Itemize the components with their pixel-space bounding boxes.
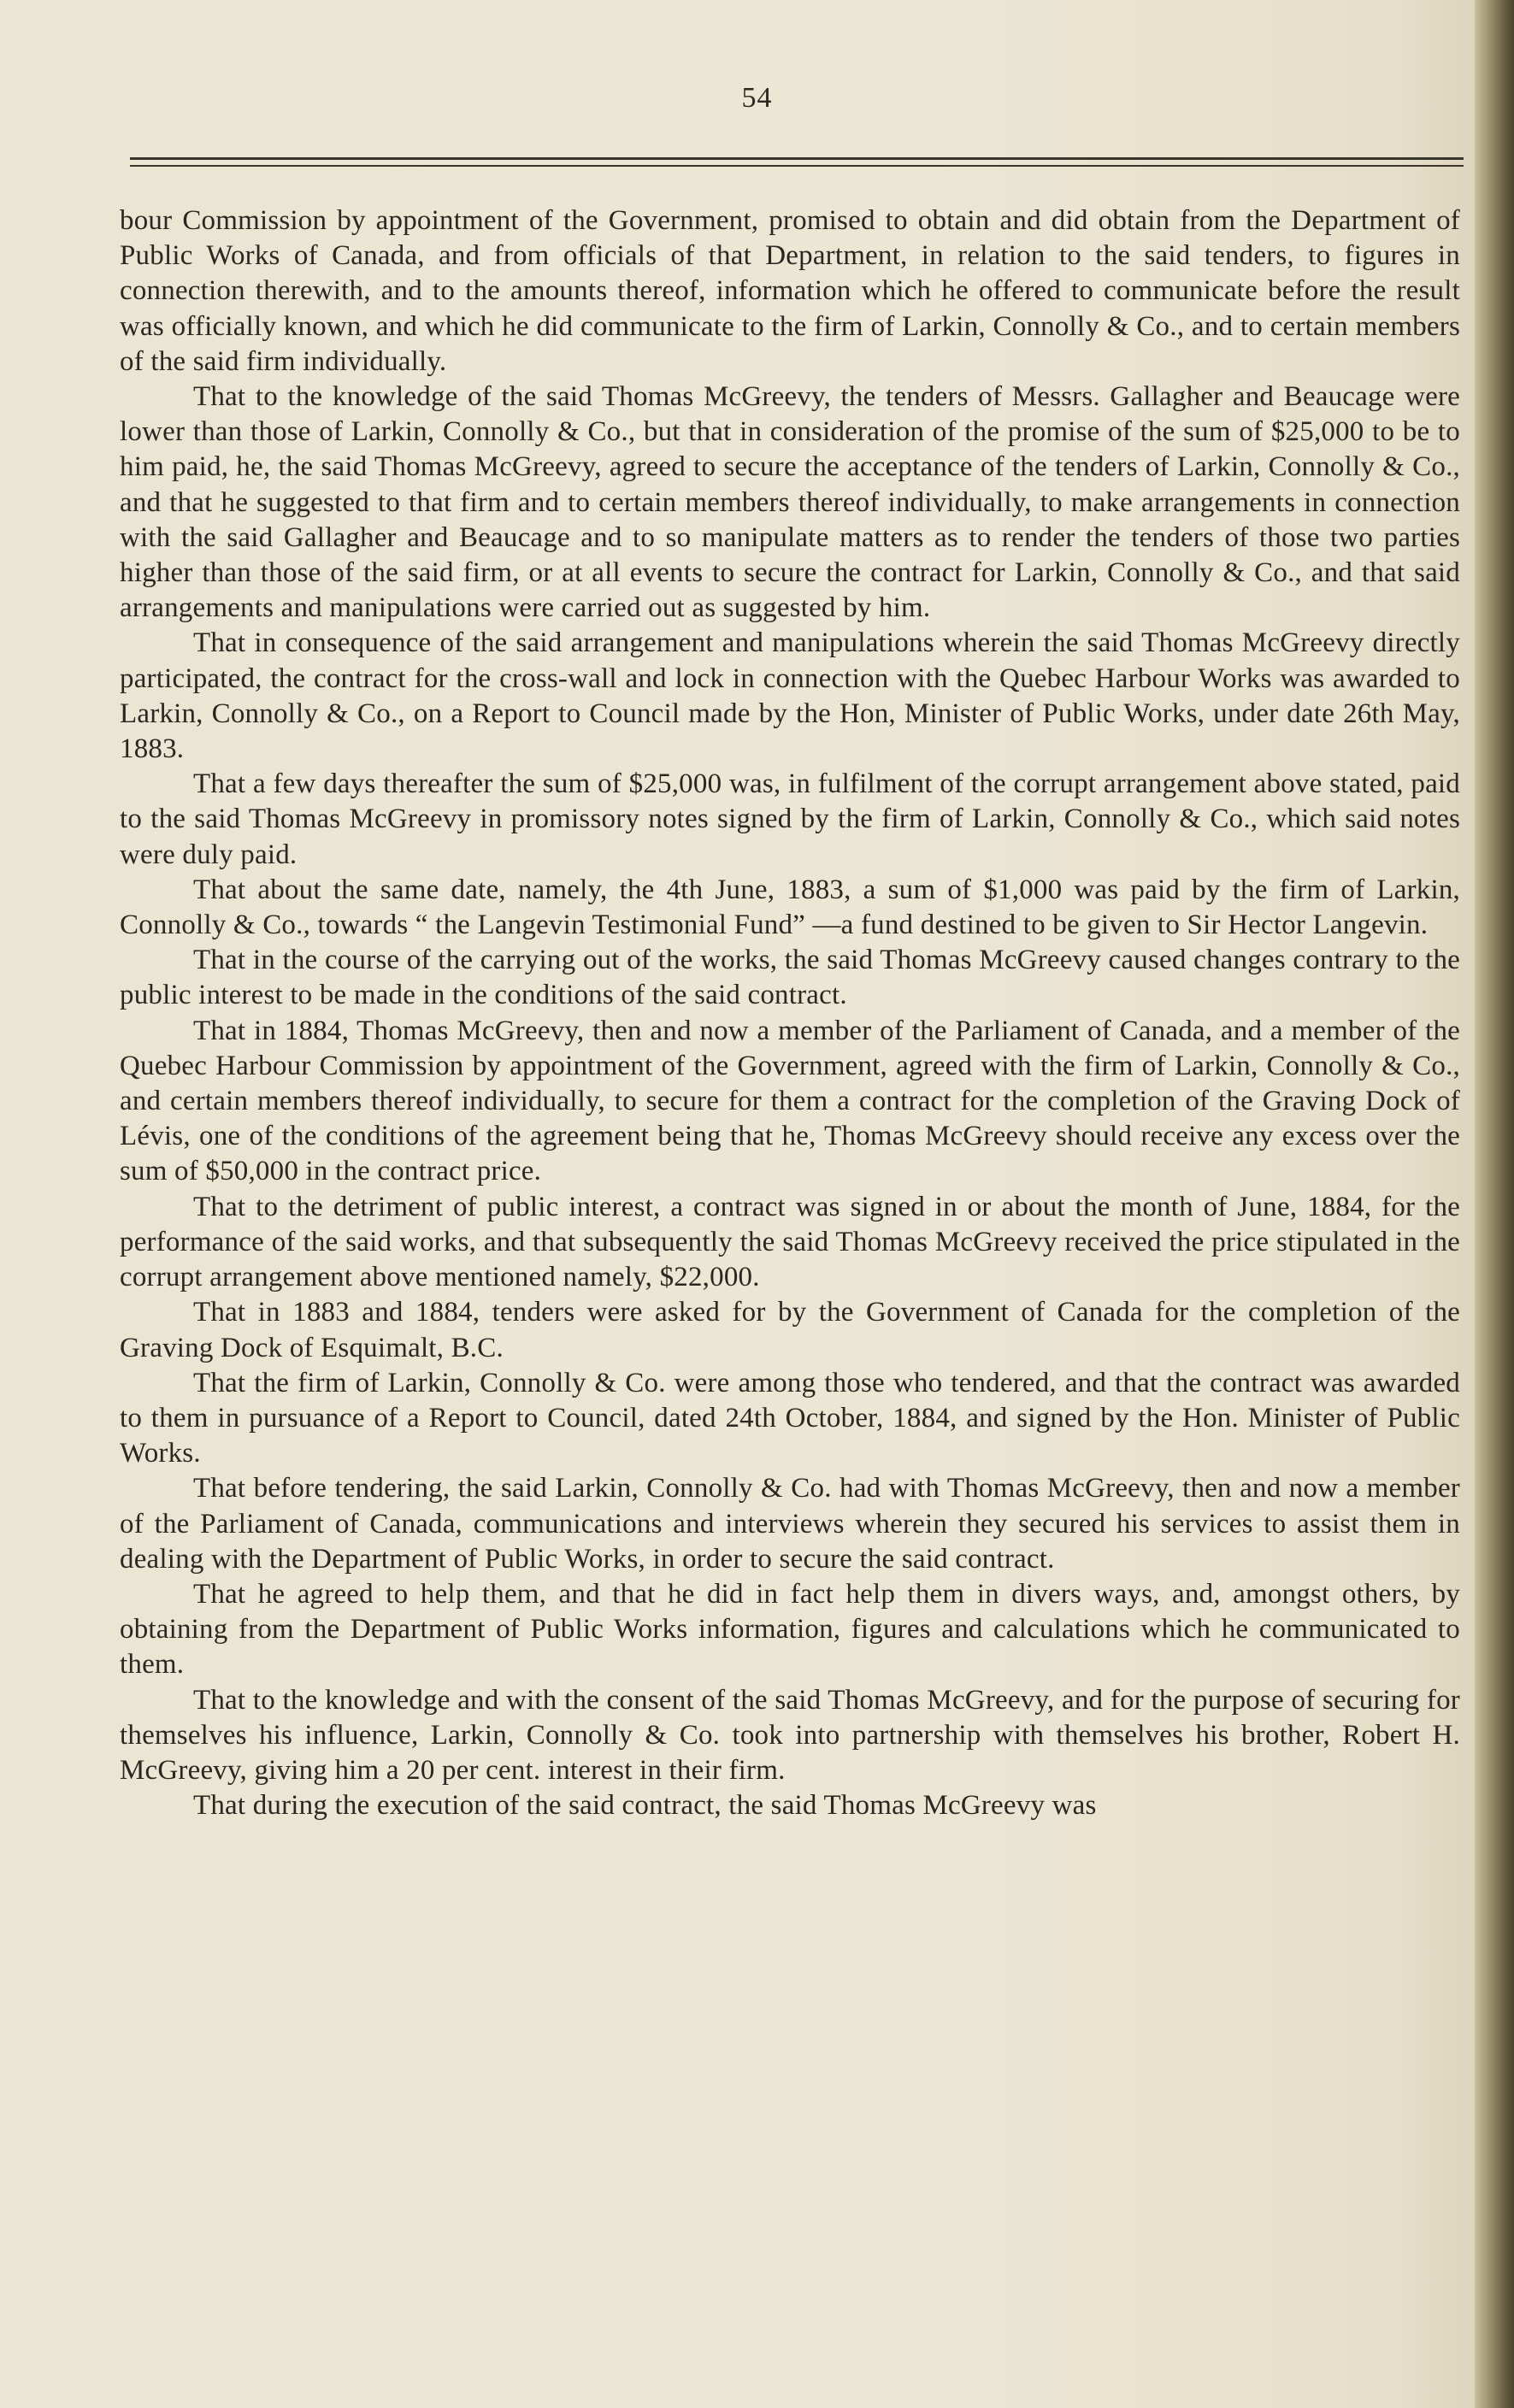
paragraph: That a few days thereafter the sum of $25,000 was, in fulfilment of the corrupt arrangement above stated, paid to the said Thomas McGreevy in promissory notes signed by the firm of Larkin, Connolly & Co., which said notes were duly paid. xyxy=(120,768,1460,870)
page-number: 54 xyxy=(741,82,773,114)
paragraph: That to the knowledge of the said Thomas McGreevy, the tenders of Messrs. Gallagher and Beaucage were lower than those of Larkin, Connolly & Co., but that in consideration of the promise of the sum of $25,000 to be to him paid, he, the said Thomas McGreevy, agreed to secure the acceptance of the tenders of Larkin, Connolly & Co., and that he suggested to that firm and to certain members thereof individually, to make arrangements in connection with the said Gallagher and Beaucage and to so manipulate matters as to render the tenders of those two parties higher than those of the said firm, or at all events to secure the contract for Larkin, Connolly & Co., and that said arrangements and manipulations were carried out as suggested by him. xyxy=(120,381,1460,624)
body-text xyxy=(120,203,1460,1823)
paragraph: That to the knowledge and with the consent of the said Thomas McGreevy, and for the purpose of securing for themselves his influence, Larkin, Connolly & Co. took into partnership with themselves his brother, Robert H. McGreevy, giving him a 20 per cent. interest in their firm. xyxy=(120,1684,1460,1786)
paragraph: That to the detriment of public interest, a contract was signed in or about the month of June, 1884, for the performance of the said works, and that subsequently the said Thomas McGreevy received the price stipulated in the corrupt arrangement above mentioned namely, $22,000. xyxy=(120,1191,1460,1293)
paragraph-continued: bour Commission by appointment of the Government, promised to obtain and did obtain from the Department of Public Works of Canada, and from officials of that Department, in relation to the said tenders, to figures in connection therewith, and to the amounts thereof, information which he offered to communicate before the result was officially known, and which he did communicate to the firm of Larkin, Connolly & Co., and to certain members of the said firm individually. xyxy=(120,205,1460,377)
paragraph: That in 1883 and 1884, tenders were asked for by the Government of Canada for the completion of the Graving Dock of Esquimalt, B.C. xyxy=(120,1297,1460,1363)
book-spine-edge xyxy=(1475,0,1514,2408)
paragraph: That the firm of Larkin, Connolly & Co. were among those who tendered, and that the contract was awarded to them in pursuance of a Report to Council, dated 24th October, 1884, and signed by the Hon. Minister of Public Works. xyxy=(120,1367,1460,1469)
header-rule-bottom xyxy=(130,165,1464,167)
paragraph: That during the execution of the said contract, the said Thomas McGreevy was xyxy=(193,1790,1097,1822)
header-rule-top xyxy=(130,157,1464,160)
paragraph: That in 1884, Thomas McGreevy, then and now a member of the Parliament of Canada, and a member of the Quebec Harbour Commission by appointment of the Government, agreed with the firm of Larkin, Connolly & Co., and certain members thereof individually, to secure for them a contract for the completion of the Graving Dock of Lévis, one of the conditions of the agreement being that he, Thomas McGreevy should receive any excess over the sum of $50,000 in the contract price. xyxy=(120,1015,1460,1187)
paragraph: That he agreed to help them, and that he did in fact help them in divers ways, and, amongst others, by obtaining from the Department of Public Works information, figures and calculations which he communicated to them. xyxy=(120,1578,1460,1681)
paragraph: That in consequence of the said arrangement and manipulations wherein the said Thomas McGreevy directly participated, the contract for the cross-wall and lock in connection with the Quebec Harbour Works was awarded to Larkin, Connolly & Co., on a Report to Council made by the Hon, Minister of Public Works, under date 26th May, 1883. xyxy=(120,627,1460,765)
paragraph: That before tendering, the said Larkin, Connolly & Co. had with Thomas McGreevy, then and now a member of the Parliament of Canada, communications and interviews wherein they secured his services to assist them in dealing with the Department of Public Works, in order to secure the said contract. xyxy=(120,1473,1460,1575)
paragraph: That in the course of the carrying out of the works, the said Thomas McGreevy caused changes contrary to the public interest to be made in the conditions of the said contract. xyxy=(120,945,1460,1011)
paragraph: That about the same date, namely, the 4th June, 1883, a sum of $1,000 was paid by the firm of Larkin, Connolly & Co., towards “ the Langevin Testimonial Fund” —a fund destined to be given to Sir Hector Langevin. xyxy=(120,874,1460,941)
